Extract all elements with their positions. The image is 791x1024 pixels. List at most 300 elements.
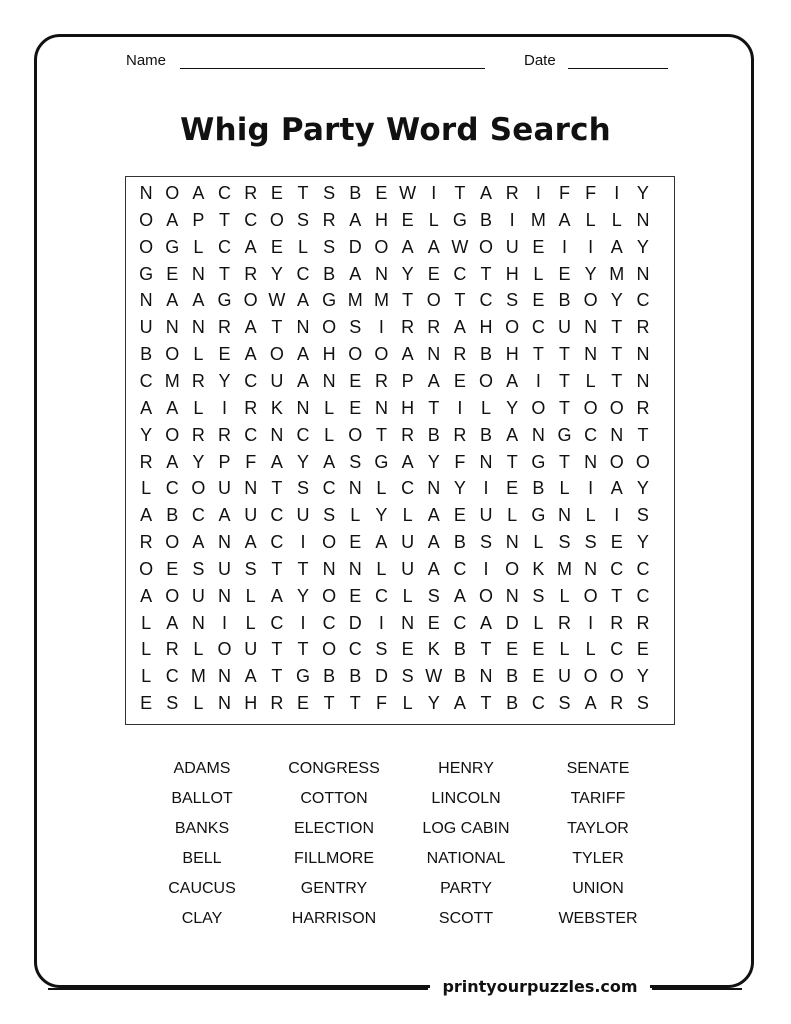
grid-letter[interactable]: Y (636, 478, 649, 499)
grid-letter[interactable]: E (506, 478, 519, 499)
grid-letter[interactable]: B (349, 183, 362, 203)
grid-letter[interactable]: S (584, 532, 597, 553)
grid-letter[interactable]: O (165, 183, 180, 203)
grid-letter[interactable]: S (192, 558, 205, 579)
grid-letter[interactable]: O (583, 397, 598, 418)
grid-letter[interactable]: L (611, 209, 622, 230)
grid-letter[interactable]: B (140, 344, 153, 365)
grid-letter[interactable]: O (322, 532, 337, 553)
grid-letter[interactable]: E (218, 344, 231, 365)
grid-letter[interactable]: N (427, 478, 441, 499)
grid-letter[interactable]: N (191, 612, 205, 633)
grid-letter[interactable]: L (533, 532, 544, 553)
grid-letter[interactable]: O (583, 290, 598, 311)
grid-letter[interactable]: H (322, 344, 336, 365)
grid-letter[interactable]: L (481, 397, 492, 418)
grid-letter[interactable]: P (192, 209, 205, 230)
grid-letter[interactable]: I (483, 478, 489, 499)
grid-letter[interactable]: E (558, 263, 571, 284)
grid-letter[interactable]: I (588, 236, 594, 257)
grid-letter[interactable]: C (322, 478, 336, 499)
grid-letter[interactable]: E (610, 532, 623, 553)
grid-letter[interactable]: R (401, 424, 415, 445)
grid-letter[interactable]: N (636, 263, 650, 284)
grid-letter[interactable]: O (322, 317, 337, 338)
grid-letter[interactable]: B (480, 344, 493, 365)
grid-letter[interactable]: H (244, 693, 258, 714)
grid-letter[interactable]: T (323, 693, 335, 714)
grid-letter[interactable]: N (191, 317, 205, 338)
grid-letter[interactable]: N (584, 451, 598, 472)
grid-letter[interactable]: Y (610, 290, 623, 311)
grid-letter[interactable]: A (453, 585, 466, 606)
grid-letter[interactable]: S (532, 585, 545, 606)
grid-letter[interactable]: A (506, 424, 519, 445)
grid-letter[interactable]: T (637, 424, 649, 445)
grid-letter[interactable]: E (375, 183, 388, 203)
grid-letter[interactable]: L (559, 478, 570, 499)
grid-letter[interactable]: I (300, 532, 306, 553)
grid-letter[interactable]: L (585, 370, 596, 391)
grid-letter[interactable]: C (479, 290, 493, 311)
grid-letter[interactable]: N (218, 666, 232, 687)
grid-letter[interactable]: N (636, 370, 650, 391)
grid-letter[interactable]: T (219, 263, 231, 284)
grid-letter[interactable]: S (506, 290, 519, 311)
grid-letter[interactable]: K (270, 397, 283, 418)
grid-letter[interactable]: A (192, 290, 205, 311)
grid-letter[interactable]: C (453, 263, 467, 284)
grid-letter[interactable]: O (165, 532, 180, 553)
grid-letter[interactable]: I (535, 370, 541, 391)
grid-letter[interactable]: L (402, 585, 413, 606)
grid-letter[interactable]: N (374, 263, 388, 284)
grid-letter[interactable]: A (296, 344, 309, 365)
grid-letter[interactable]: O (374, 236, 389, 257)
grid-letter[interactable]: M (164, 370, 180, 391)
grid-letter[interactable]: L (141, 639, 152, 660)
grid-letter[interactable]: A (244, 344, 257, 365)
grid-letter[interactable]: G (452, 209, 467, 230)
grid-letter[interactable]: G (531, 451, 546, 472)
grid-letter[interactable]: U (296, 505, 310, 526)
grid-letter[interactable]: N (244, 478, 258, 499)
grid-letter[interactable]: C (244, 370, 258, 391)
grid-letter[interactable]: H (374, 209, 388, 230)
grid-letter[interactable]: C (322, 612, 336, 633)
grid-letter[interactable]: P (401, 370, 414, 391)
grid-letter[interactable]: C (270, 532, 284, 553)
grid-letter[interactable]: R (165, 639, 179, 660)
grid-letter[interactable]: L (193, 693, 204, 714)
grid-letter[interactable]: P (218, 451, 231, 472)
grid-letter[interactable]: N (165, 317, 179, 338)
grid-letter[interactable]: T (297, 183, 309, 203)
grid-letter[interactable]: F (245, 451, 257, 472)
grid-letter[interactable]: Y (506, 397, 519, 418)
grid-letter[interactable]: A (506, 370, 519, 391)
grid-letter[interactable]: C (191, 505, 205, 526)
grid-letter[interactable]: D (348, 612, 362, 633)
grid-letter[interactable]: E (532, 236, 545, 257)
grid-letter[interactable]: T (271, 666, 283, 687)
grid-letter[interactable]: U (244, 505, 258, 526)
grid-letter[interactable]: L (297, 236, 308, 257)
grid-letter[interactable]: S (636, 505, 649, 526)
grid-letter[interactable]: T (558, 370, 570, 391)
grid-letter[interactable]: G (322, 290, 337, 311)
grid-letter[interactable]: T (349, 693, 361, 714)
grid-letter[interactable]: L (559, 585, 570, 606)
grid-letter[interactable]: N (584, 344, 598, 365)
grid-letter[interactable]: A (349, 209, 362, 230)
grid-letter[interactable]: A (192, 183, 205, 203)
grid-letter[interactable]: A (401, 451, 414, 472)
grid-letter[interactable]: C (165, 666, 179, 687)
grid-letter[interactable]: N (505, 532, 519, 553)
grid-letter[interactable]: L (193, 344, 204, 365)
grid-letter[interactable]: A (140, 585, 153, 606)
grid-letter[interactable]: O (583, 666, 598, 687)
grid-letter[interactable]: G (557, 424, 572, 445)
grid-letter[interactable]: L (141, 612, 152, 633)
grid-letter[interactable]: Y (218, 370, 231, 391)
grid-letter[interactable]: B (349, 666, 362, 687)
grid-letter[interactable]: Y (140, 424, 153, 445)
grid-letter[interactable]: A (270, 451, 283, 472)
grid-letter[interactable]: I (614, 505, 620, 526)
grid-letter[interactable]: O (609, 666, 624, 687)
grid-letter[interactable]: D (348, 236, 362, 257)
grid-letter[interactable]: G (165, 236, 180, 257)
grid-letter[interactable]: R (322, 209, 336, 230)
grid-letter[interactable]: L (402, 505, 413, 526)
grid-letter[interactable]: O (374, 344, 389, 365)
grid-letter[interactable]: E (532, 290, 545, 311)
grid-letter[interactable]: R (610, 612, 624, 633)
grid-letter[interactable]: R (191, 424, 205, 445)
grid-letter[interactable]: O (139, 236, 154, 257)
grid-letter[interactable]: U (218, 478, 232, 499)
grid-letter[interactable]: C (636, 558, 650, 579)
grid-letter[interactable]: T (611, 344, 623, 365)
grid-letter[interactable]: R (244, 397, 258, 418)
grid-letter[interactable]: A (244, 236, 257, 257)
grid-letter[interactable]: B (480, 209, 493, 230)
grid-letter[interactable]: C (636, 585, 650, 606)
grid-letter[interactable]: N (191, 263, 205, 284)
grid-letter[interactable]: U (401, 532, 415, 553)
grid-letter[interactable]: N (139, 290, 153, 311)
grid-letter[interactable]: E (166, 263, 179, 284)
grid-letter[interactable]: W (268, 290, 286, 311)
grid-letter[interactable]: T (480, 693, 492, 714)
grid-letter[interactable]: F (454, 451, 466, 472)
grid-letter[interactable]: A (349, 263, 362, 284)
grid-letter[interactable]: Y (296, 585, 309, 606)
grid-letter[interactable]: R (218, 317, 232, 338)
grid-letter[interactable]: U (557, 666, 571, 687)
grid-letter[interactable]: A (244, 317, 257, 338)
grid-letter[interactable]: O (348, 344, 363, 365)
grid-letter[interactable]: T (611, 317, 623, 338)
grid-letter[interactable]: R (427, 317, 441, 338)
grid-letter[interactable]: S (166, 693, 179, 714)
grid-letter[interactable]: E (270, 183, 283, 203)
grid-letter[interactable]: N (610, 424, 624, 445)
grid-letter[interactable]: R (218, 424, 232, 445)
grid-letter[interactable]: I (483, 558, 489, 579)
grid-letter[interactable]: Y (584, 263, 597, 284)
grid-letter[interactable]: L (533, 612, 544, 633)
grid-letter[interactable]: B (480, 424, 493, 445)
grid-letter[interactable]: L (193, 397, 204, 418)
grid-letter[interactable]: N (139, 183, 153, 203)
grid-letter[interactable]: T (271, 639, 283, 660)
grid-letter[interactable]: E (349, 585, 362, 606)
grid-letter[interactable]: L (559, 639, 570, 660)
grid-letter[interactable]: O (217, 639, 232, 660)
grid-letter[interactable]: E (532, 639, 545, 660)
grid-letter[interactable]: A (296, 370, 309, 391)
grid-letter[interactable]: A (453, 317, 466, 338)
grid-letter[interactable]: K (532, 558, 545, 579)
grid-letter[interactable]: N (218, 693, 232, 714)
grid-letter[interactable]: E (270, 236, 283, 257)
grid-letter[interactable]: R (505, 183, 519, 203)
grid-letter[interactable]: R (244, 263, 258, 284)
grid-letter[interactable]: B (453, 639, 466, 660)
grid-letter[interactable]: B (506, 693, 519, 714)
grid-letter[interactable]: A (296, 290, 309, 311)
grid-letter[interactable]: O (243, 290, 258, 311)
grid-letter[interactable]: H (479, 317, 493, 338)
grid-letter[interactable]: G (531, 505, 546, 526)
grid-letter[interactable]: E (349, 370, 362, 391)
grid-letter[interactable]: L (507, 505, 518, 526)
grid-letter[interactable]: C (610, 558, 624, 579)
grid-letter[interactable]: S (244, 558, 257, 579)
grid-letter[interactable]: N (296, 317, 310, 338)
grid-letter[interactable]: S (401, 666, 414, 687)
grid-letter[interactable]: N (636, 344, 650, 365)
grid-letter[interactable]: O (505, 558, 520, 579)
grid-letter[interactable]: N (479, 666, 493, 687)
grid-letter[interactable]: T (375, 424, 387, 445)
grid-letter[interactable]: S (296, 209, 309, 230)
grid-letter[interactable]: R (636, 612, 650, 633)
grid-letter[interactable]: A (427, 370, 440, 391)
grid-letter[interactable]: N (401, 612, 415, 633)
grid-letter[interactable]: O (426, 290, 441, 311)
grid-letter[interactable]: C (218, 183, 232, 203)
grid-letter[interactable]: D (505, 612, 519, 633)
grid-letter[interactable]: T (480, 639, 492, 660)
grid-letter[interactable]: A (244, 666, 257, 687)
grid-letter[interactable]: I (222, 397, 228, 418)
grid-letter[interactable]: Y (296, 451, 309, 472)
grid-letter[interactable]: N (479, 451, 493, 472)
grid-letter[interactable]: O (322, 639, 337, 660)
grid-letter[interactable]: L (193, 236, 204, 257)
grid-letter[interactable]: E (427, 612, 440, 633)
grid-letter[interactable]: L (141, 666, 152, 687)
grid-letter[interactable]: O (479, 370, 494, 391)
grid-letter[interactable]: N (531, 424, 545, 445)
grid-letter[interactable]: S (480, 532, 493, 553)
grid-letter[interactable]: M (609, 263, 625, 284)
grid-letter[interactable]: E (349, 532, 362, 553)
grid-letter[interactable]: Y (636, 666, 649, 687)
grid-letter[interactable]: O (505, 317, 520, 338)
grid-letter[interactable]: N (505, 585, 519, 606)
grid-letter[interactable]: S (375, 639, 388, 660)
grid-letter[interactable]: C (348, 639, 362, 660)
grid-letter[interactable]: E (636, 639, 649, 660)
grid-letter[interactable]: C (218, 236, 232, 257)
grid-letter[interactable]: R (270, 693, 284, 714)
grid-letter[interactable]: T (506, 451, 518, 472)
grid-letter[interactable]: I (431, 183, 437, 203)
grid-letter[interactable]: I (561, 236, 567, 257)
grid-letter[interactable]: Y (636, 532, 649, 553)
grid-letter[interactable]: M (347, 290, 363, 311)
grid-letter[interactable]: C (636, 290, 650, 311)
grid-letter[interactable]: C (244, 424, 258, 445)
grid-letter[interactable]: B (427, 424, 440, 445)
grid-letter[interactable]: B (506, 666, 519, 687)
grid-letter[interactable]: G (295, 666, 310, 687)
grid-letter[interactable]: A (166, 451, 179, 472)
grid-letter[interactable]: U (401, 558, 415, 579)
grid-letter[interactable]: L (193, 639, 204, 660)
grid-letter[interactable]: U (218, 558, 232, 579)
grid-letter[interactable]: S (558, 532, 571, 553)
grid-letter[interactable]: E (296, 693, 309, 714)
grid-letter[interactable]: A (427, 236, 440, 257)
grid-letter[interactable]: I (457, 397, 463, 418)
grid-letter[interactable]: M (373, 290, 389, 311)
grid-letter[interactable]: E (453, 505, 466, 526)
grid-letter[interactable]: R (453, 344, 467, 365)
name-field[interactable] (180, 68, 485, 69)
grid-letter[interactable]: O (191, 478, 206, 499)
grid-letter[interactable]: A (401, 344, 414, 365)
grid-letter[interactable]: B (453, 532, 466, 553)
grid-letter[interactable]: A (140, 397, 153, 418)
grid-letter[interactable]: Y (636, 183, 649, 203)
grid-letter[interactable]: A (218, 505, 231, 526)
grid-letter[interactable]: N (218, 585, 232, 606)
grid-letter[interactable]: U (505, 236, 519, 257)
grid-letter[interactable]: F (558, 183, 570, 203)
grid-letter[interactable]: N (218, 532, 232, 553)
grid-letter[interactable]: E (506, 639, 519, 660)
grid-letter[interactable]: C (296, 263, 310, 284)
grid-letter[interactable]: G (374, 451, 389, 472)
grid-letter[interactable]: O (635, 451, 650, 472)
grid-letter[interactable]: R (453, 424, 467, 445)
grid-letter[interactable]: O (583, 585, 598, 606)
grid-letter[interactable]: S (323, 183, 336, 203)
grid-letter[interactable]: O (479, 236, 494, 257)
grid-letter[interactable]: A (166, 209, 179, 230)
grid-letter[interactable]: N (636, 209, 650, 230)
grid-letter[interactable]: A (270, 585, 283, 606)
grid-letter[interactable]: K (427, 639, 440, 660)
grid-letter[interactable]: M (530, 209, 546, 230)
grid-letter[interactable]: O (269, 209, 284, 230)
grid-letter[interactable]: G (217, 290, 232, 311)
grid-letter[interactable]: A (375, 532, 388, 553)
grid-letter[interactable]: L (428, 209, 439, 230)
grid-letter[interactable]: N (296, 397, 310, 418)
grid-letter[interactable]: R (374, 370, 388, 391)
grid-letter[interactable]: U (139, 317, 153, 338)
grid-letter[interactable]: S (349, 317, 362, 338)
grid-letter[interactable]: N (584, 317, 598, 338)
grid-letter[interactable]: L (585, 639, 596, 660)
grid-letter[interactable]: R (139, 532, 153, 553)
grid-letter[interactable]: N (584, 558, 598, 579)
grid-letter[interactable]: T (271, 558, 283, 579)
grid-letter[interactable]: A (610, 478, 623, 499)
grid-letter[interactable]: O (139, 558, 154, 579)
grid-letter[interactable]: R (244, 183, 258, 203)
grid-letter[interactable]: Y (375, 505, 388, 526)
grid-letter[interactable]: L (324, 424, 335, 445)
grid-letter[interactable]: Y (453, 478, 466, 499)
grid-letter[interactable]: A (427, 558, 440, 579)
grid-letter[interactable]: C (531, 693, 545, 714)
grid-letter[interactable]: I (300, 612, 306, 633)
grid-letter[interactable]: R (401, 317, 415, 338)
grid-letter[interactable]: A (192, 532, 205, 553)
grid-letter[interactable]: C (374, 585, 388, 606)
grid-letter[interactable]: T (611, 370, 623, 391)
grid-letter[interactable]: L (376, 558, 387, 579)
grid-letter[interactable]: I (588, 612, 594, 633)
grid-letter[interactable]: Y (270, 263, 283, 284)
grid-letter[interactable]: L (585, 209, 596, 230)
grid-letter[interactable]: N (348, 478, 362, 499)
grid-letter[interactable]: T (454, 183, 466, 203)
grid-letter[interactable]: N (427, 344, 441, 365)
grid-letter[interactable]: S (636, 693, 649, 714)
grid-letter[interactable]: A (166, 290, 179, 311)
grid-letter[interactable]: O (609, 451, 624, 472)
grid-letter[interactable]: T (611, 585, 623, 606)
grid-letter[interactable]: O (165, 424, 180, 445)
grid-letter[interactable]: M (190, 666, 206, 687)
grid-letter[interactable]: A (166, 397, 179, 418)
grid-letter[interactable]: C (453, 612, 467, 633)
grid-letter[interactable]: W (425, 666, 443, 687)
grid-letter[interactable]: T (558, 397, 570, 418)
grid-letter[interactable]: T (532, 344, 544, 365)
grid-letter[interactable]: B (323, 666, 336, 687)
grid-letter[interactable]: T (454, 290, 466, 311)
grid-letter[interactable]: L (376, 478, 387, 499)
grid-letter[interactable]: I (222, 612, 228, 633)
grid-letter[interactable]: L (350, 505, 361, 526)
grid-letter[interactable]: T (428, 397, 440, 418)
grid-letter[interactable]: O (139, 209, 154, 230)
grid-letter[interactable]: A (453, 693, 466, 714)
grid-letter[interactable]: L (324, 397, 335, 418)
grid-letter[interactable]: B (323, 263, 336, 284)
grid-letter[interactable]: R (139, 451, 153, 472)
